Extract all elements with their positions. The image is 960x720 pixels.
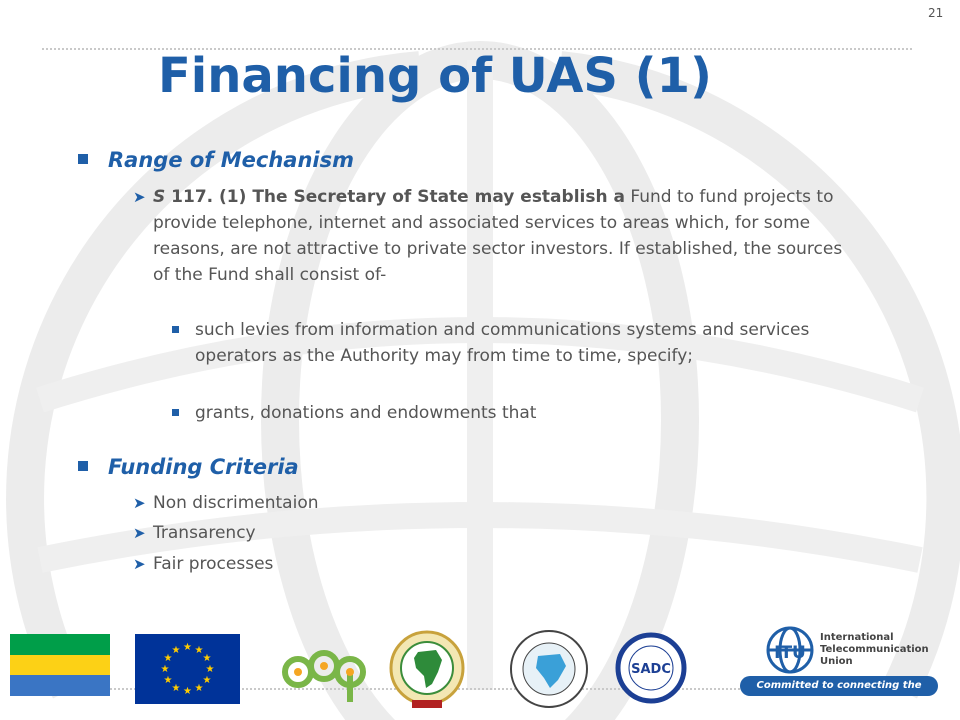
square-bullet-icon: [78, 154, 88, 164]
svg-text:★: ★: [194, 645, 204, 656]
svg-text:★: ★: [171, 683, 181, 694]
eu-flag-icon: [135, 634, 240, 704]
svg-text:★: ★: [205, 664, 215, 675]
itu-logo: [740, 620, 940, 711]
arrow-bullet-icon: ➤: [133, 555, 146, 573]
list-item: ➤ Non discrimentaion: [133, 490, 833, 516]
svg-text:SADC: SADC: [631, 662, 671, 677]
small-square-bullet-icon: [172, 326, 179, 333]
arrow-bullet-icon: ➤: [133, 524, 146, 542]
svg-text:★: ★: [202, 675, 212, 686]
list-item: ➤ Transarency: [133, 520, 833, 546]
svg-text:★: ★: [160, 664, 170, 675]
svg-text:★: ★: [183, 686, 192, 697]
arrow-bullet-icon: ➤: [133, 188, 146, 206]
itu-name-line2: Telecommunication: [820, 644, 929, 655]
itu-name-line3: Union: [820, 656, 853, 667]
svg-text:★: ★: [202, 653, 212, 664]
list-item: ➤ Fair processes: [133, 551, 833, 577]
acp-logo-icon: [278, 632, 370, 706]
statute-text: S 117. (1) The Secretary of State may establish a Fund to fund projects to provide telephone, internet and associated services to areas which, for some reasons, are not attractive to private sector investors. If established, the sources of the Fund shall consist of-: [153, 187, 843, 285]
svg-text:★: ★: [171, 645, 181, 656]
section-heading-criteria: Funding Criteria: [78, 455, 299, 479]
svg-text:★: ★: [163, 675, 173, 686]
square-bullet-icon: [78, 461, 88, 471]
svg-text:★: ★: [163, 653, 173, 664]
svg-text:★: ★: [194, 683, 204, 694]
african-union-emblem-icon: [386, 628, 468, 714]
section-heading-range: Range of Mechanism: [78, 148, 354, 172]
itu-globe-icon: [762, 620, 818, 676]
list-item: such levies from information and communications systems and services operators as the Authority may from time to time, specify;: [172, 317, 832, 397]
list-item: [133, 184, 843, 314]
partner-logos: [0, 620, 960, 720]
crasa-logo-icon: [508, 628, 590, 710]
list-item: grants, donations and endowments that: [172, 400, 832, 428]
slide-title: Financing of UAS (1): [158, 48, 712, 104]
gabon-flag-icon: [10, 634, 110, 696]
sadc-logo-icon: [615, 632, 687, 704]
svg-text:ITU: ITU: [774, 643, 806, 663]
svg-text:★: ★: [183, 642, 192, 653]
small-square-bullet-icon: [172, 409, 179, 416]
itu-tagline: Committed to connecting the world: [740, 676, 938, 696]
page-number: 21: [928, 6, 944, 20]
arrow-bullet-icon: ➤: [133, 494, 146, 512]
itu-name-line1: International: [820, 632, 894, 643]
